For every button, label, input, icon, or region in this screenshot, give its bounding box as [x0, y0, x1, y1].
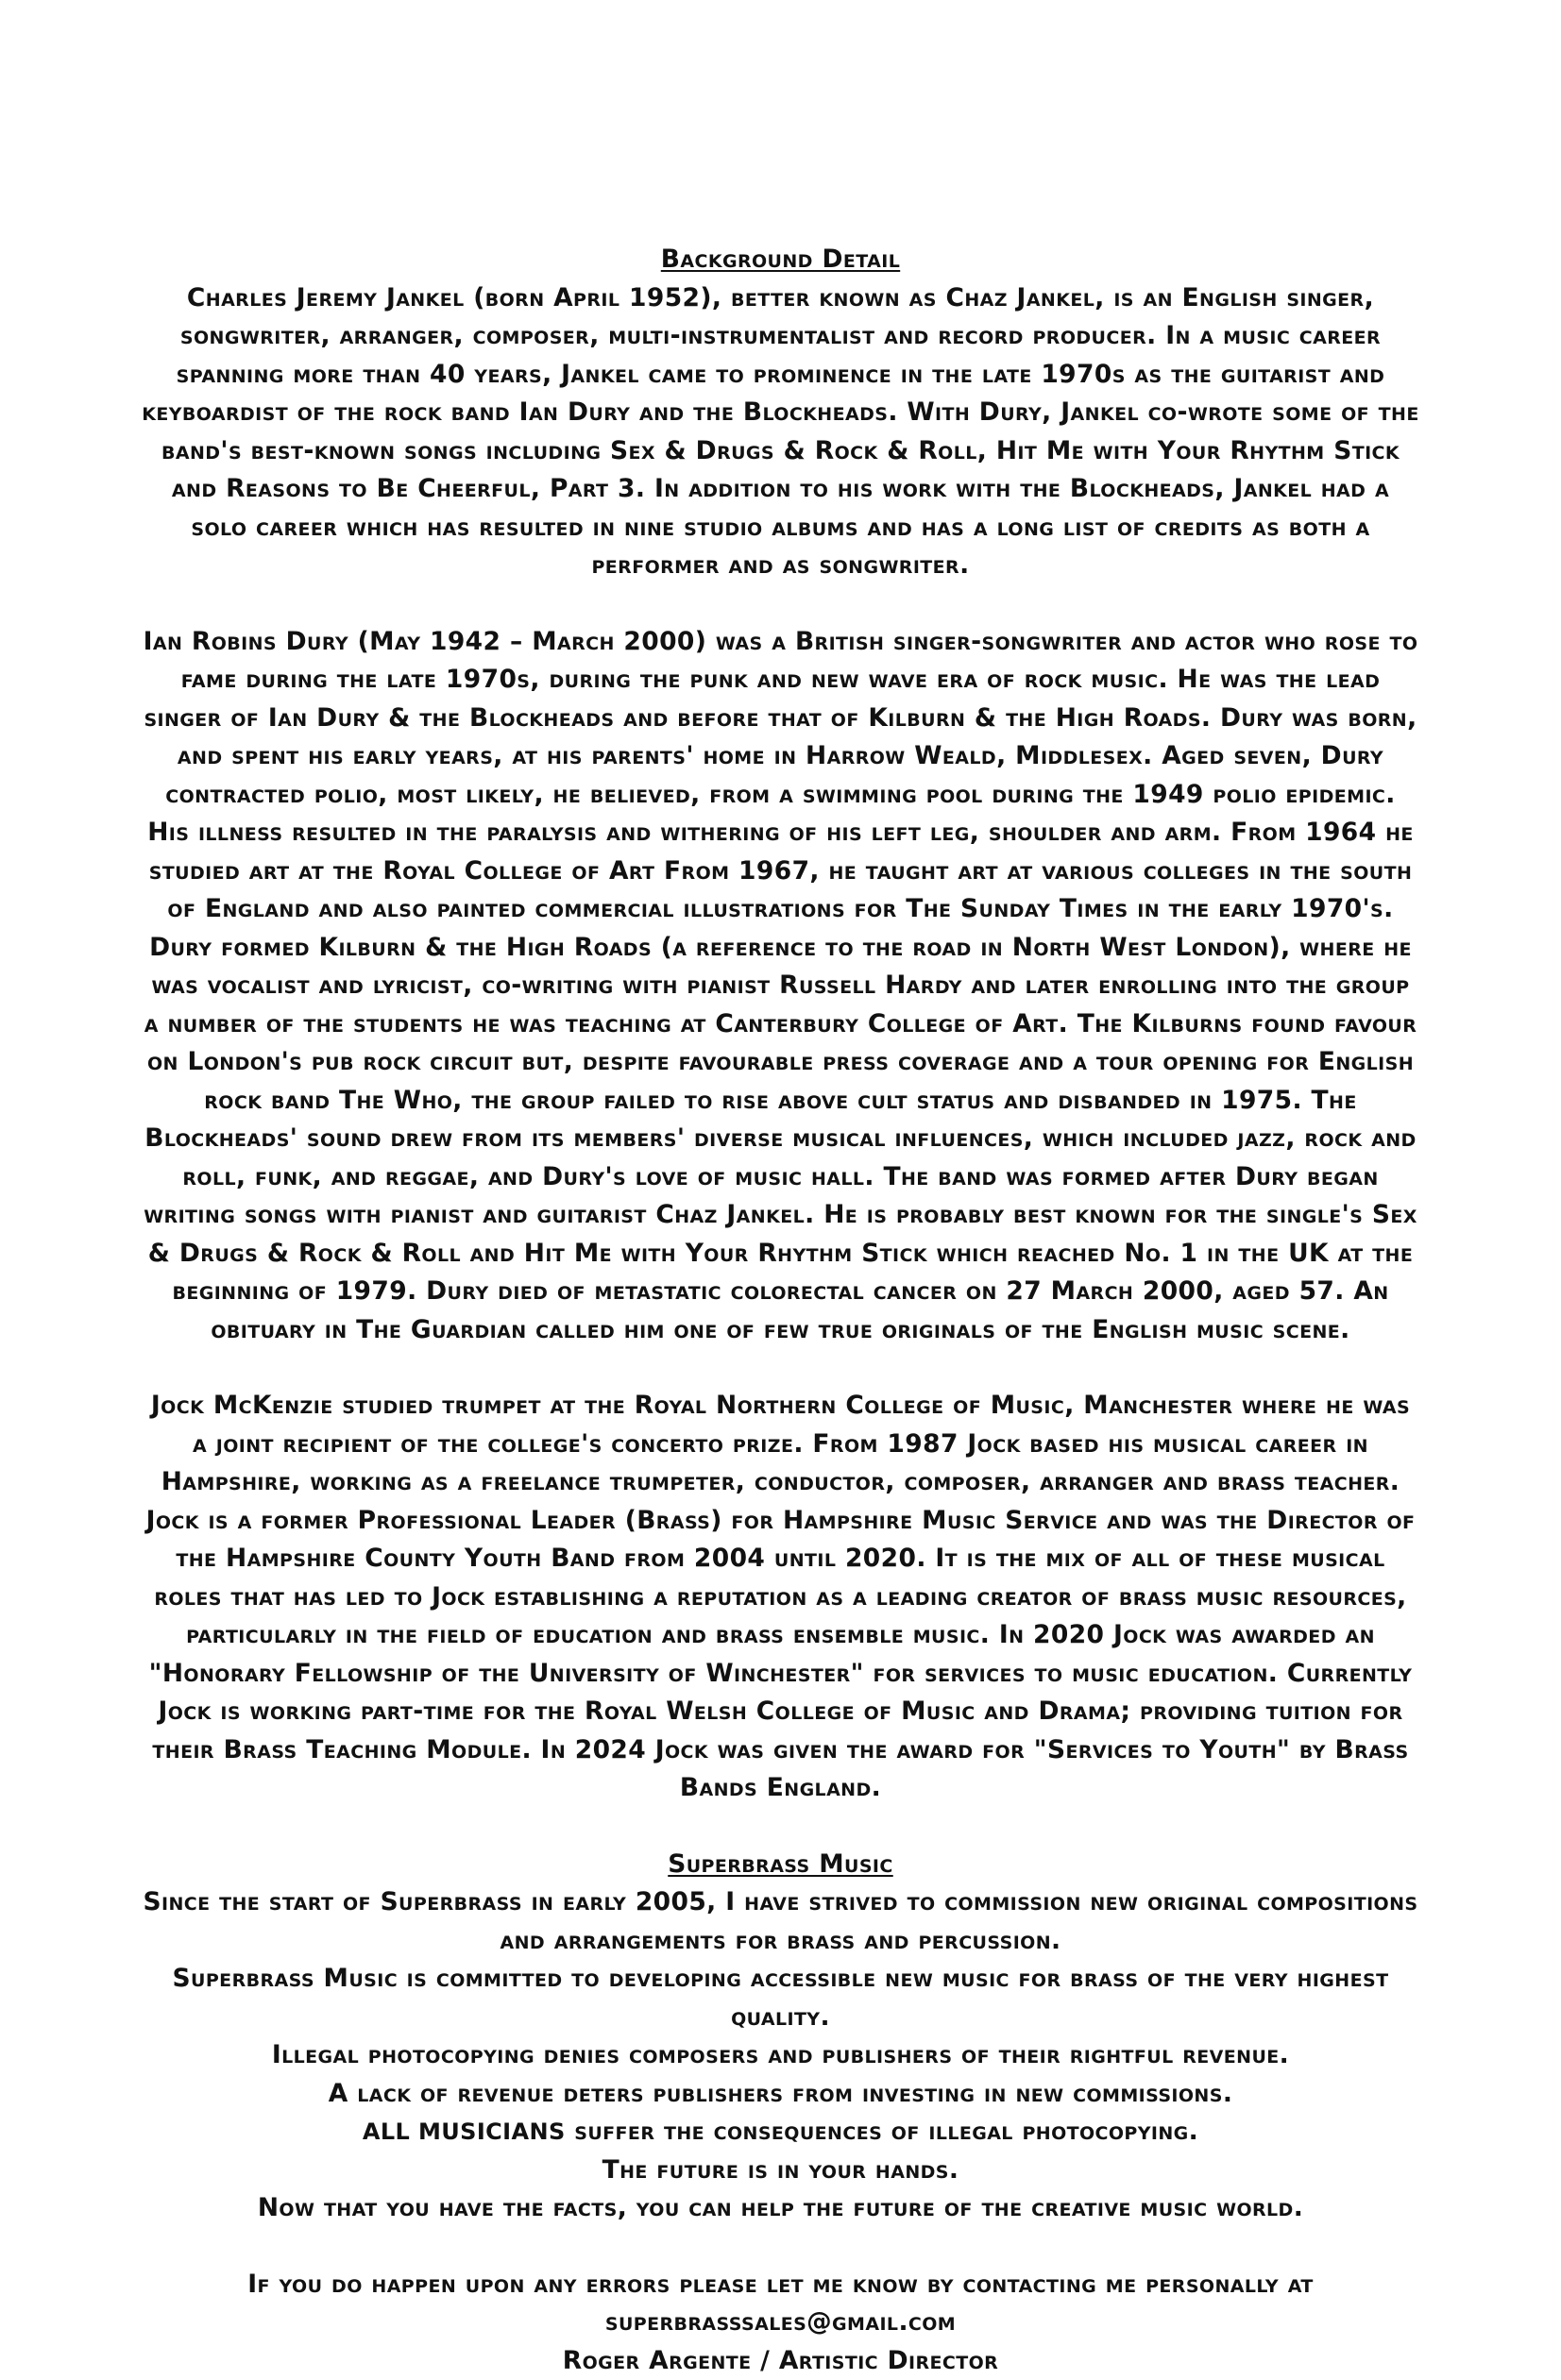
all-musicians-caps: ALL MUSICIANS — [363, 2118, 566, 2145]
paragraph-spacer — [142, 1808, 1419, 1846]
ian-dury-paragraph: Ian Robins Dury (May 1942 – March 2000) was a British singer-songwriter and actor who rose to fame during the late 1970s, during the punk and new wave era of rock music. He was the lead singer of Ian Dury & the Blockheads and before that of Kilburn & the High Roads. Dury was born, and spent his early years, at his parents' home in Harrow Weald, Middlesex. Aged seven, Dury contracted polio, most likely, he believed, from a swimming pool during the 1949 polio epidemic. His illness resulted in the paralysis and withering of his left leg, shoulder and arm. From 1964 he studied art at the Royal College of Art From 1967, he taught art at various colleges in the south of England and also painted commercial illustrations for The Sunday Times in the early 1970's. Dury formed Kilburn & the High Roads (a reference to the road in North West London), where he was vocalist and lyricist, co-writing with pianist Russell Hardy and later enrolling into the group a number of the students he was teaching at Canterbury College of Art. The Kilburns found favour on London's pub rock circuit but, despite favourable press coverage and a tour opening for English rock band The Who, the group failed to rise above cult status and disbanded in 1975. The Blockheads' sound drew from its members' diverse musical influences, which included jazz, rock and roll, funk, and reggae, and Dury's love of music hall. The band was formed after Dury began writing songs with pianist and guitarist Chaz Jankel. He is probably best known for the single's Sex & Drugs & Rock & Roll and Hit Me with Your Rhythm Stick which reached No. 1 in the UK at the beginning of 1979. Dury died of metastatic colorectal cancer on 27 March 2000, aged 57. An obituary in The Guardian called him one of few true originals of the English music scene. — [142, 623, 1419, 1350]
revenue-line: A lack of revenue deters publishers from investing in new commissions. — [142, 2075, 1419, 2114]
photocopying-line: Illegal photocopying denies composers and publishers of their rightful revenue. — [142, 2036, 1419, 2075]
background-detail-heading: Background Detail — [142, 241, 1419, 279]
paragraph-spacer — [142, 2228, 1419, 2266]
paragraph-spacer — [142, 1349, 1419, 1387]
contact-line: If you do happen upon any errors please let me know by contacting me personally at superbrasssales@gmail.com — [142, 2266, 1419, 2342]
superbrass-music-heading: Superbrass Music — [142, 1846, 1419, 1884]
signature-line: Roger Argente / Artistic Director — [142, 2342, 1419, 2380]
paragraph-spacer — [142, 585, 1419, 623]
superbrass-commitment-line: Superbrass Music is committed to developing accessible new music for brass of the very highest quality. — [142, 1960, 1419, 2036]
document-page — [142, 241, 1419, 2380]
musicians-line-rest: suffer the consequences of illegal photocopying. — [566, 2117, 1199, 2146]
facts-line: Now that you have the facts, you can help the future of the creative music world. — [142, 2189, 1419, 2228]
musicians-line — [142, 2113, 1419, 2152]
chaz-jankel-paragraph: Charles Jeremy Jankel (born April 1952), better known as Chaz Jankel, is an English singer, songwriter, arranger, composer, multi-instrumentalist and record producer. In a music career spanning more than 40 years, Jankel came to prominence in the late 1970s as the guitarist and keyboardist of the rock band Ian Dury and the Blockheads. With Dury, Jankel co-wrote some of the band's best-known songs including Sex & Drugs & Rock & Roll, Hit Me with Your Rhythm Stick and Reasons to Be Cheerful, Part 3. In addition to his work with the Blockheads, Jankel had a solo career which has resulted in nine studio albums and has a long list of credits as both a performer and as songwriter. — [142, 279, 1419, 585]
superbrass-intro: Since the start of Superbrass in early 2005, I have strived to commission new original compositions and arrangements for brass and percussion. — [142, 1883, 1419, 1960]
future-line: The future is in your hands. — [142, 2152, 1419, 2190]
jock-mckenzie-paragraph: Jock McKenzie studied trumpet at the Royal Northern College of Music, Manchester where he was a joint recipient of the college's concerto prize. From 1987 Jock based his musical career in Hampshire, working as a freelance trumpeter, conductor, composer, arranger and brass teacher. Jock is a former Professional Leader (Brass) for Hampshire Music Service and was the Director of the Hampshire County Youth Band from 2004 until 2020. It is the mix of all of these musical roles that has led to Jock establishing a reputation as a leading creator of brass music resources, particularly in the field of education and brass ensemble music. In 2020 Jock was awarded an "Honorary Fellowship of the University of Winchester" for services to music education. Currently Jock is working part-time for the Royal Welsh College of Music and Drama; providing tuition for their Brass Teaching Module. In 2024 Jock was given the award for "Services to Youth" by Brass Bands England. — [142, 1387, 1419, 1808]
